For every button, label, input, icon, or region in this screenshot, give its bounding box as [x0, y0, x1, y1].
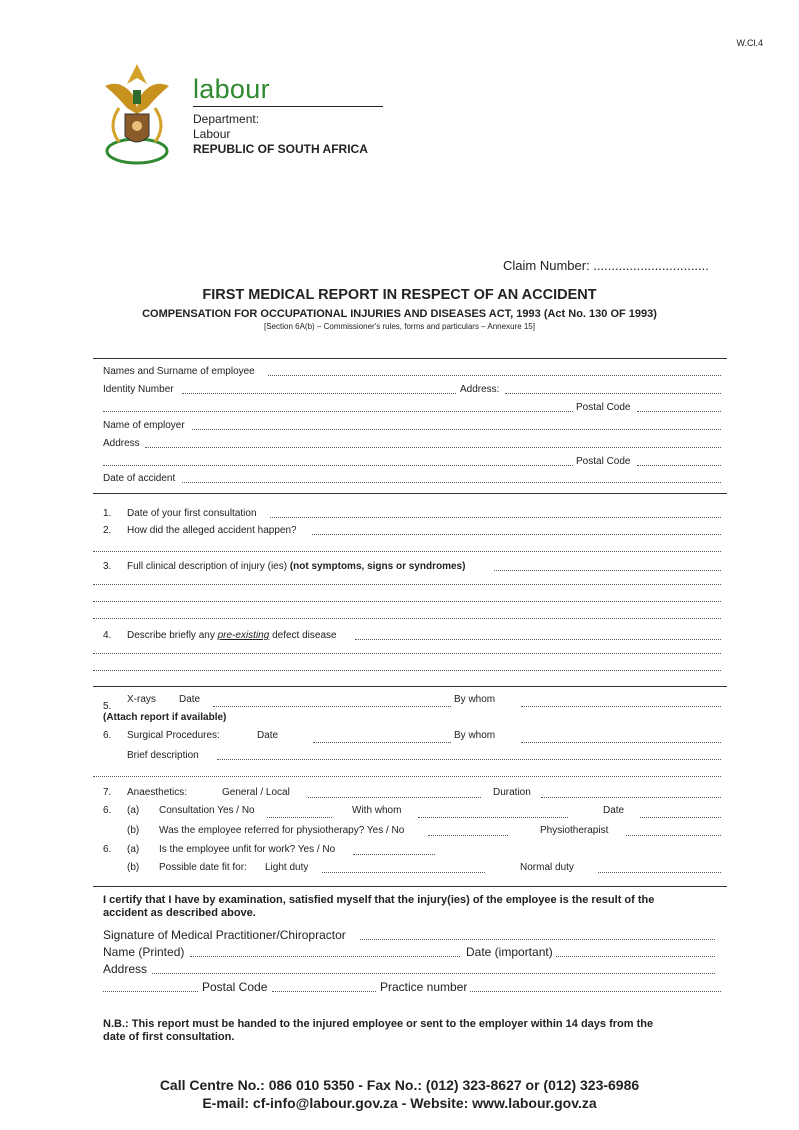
- identity-label: Identity Number: [103, 384, 174, 395]
- q4-pre-existing: pre-existing: [217, 630, 270, 641]
- q1-label: Date of your first consultation: [127, 508, 257, 519]
- brief-description-label: Brief description: [127, 750, 199, 761]
- surgical-by-whom-field[interactable]: [521, 742, 721, 743]
- xrays-date-field[interactable]: [213, 706, 451, 707]
- q3-number: 3.: [103, 561, 112, 572]
- consultation-label: Consultation Yes / No: [159, 805, 255, 816]
- divider: [93, 358, 727, 359]
- signature-field[interactable]: [360, 939, 715, 940]
- normal-duty-field[interactable]: [598, 872, 721, 873]
- physio-question: Was the employee referred for physiotherapy? Yes / No: [159, 825, 405, 836]
- cert-address-field[interactable]: [152, 973, 715, 974]
- fit-b: (b): [127, 862, 140, 873]
- employer-label: Name of employer: [103, 420, 185, 431]
- accident-date-field[interactable]: [182, 482, 721, 483]
- form-code: W.Cl.4: [736, 38, 763, 48]
- dept-line-1: Department:: [193, 112, 260, 126]
- postal-code-field[interactable]: [637, 411, 721, 412]
- divider: [93, 493, 727, 494]
- address-label: Address:: [460, 384, 500, 395]
- q6-unfit-number: 6.: [103, 844, 112, 855]
- possible-date-label: Possible date fit for:: [159, 862, 247, 873]
- with-whom-field[interactable]: [418, 817, 568, 818]
- xrays-date-label: Date: [179, 694, 201, 705]
- form-subtitle: COMPENSATION FOR OCCUPATIONAL INJURIES AND DISEASES ACT, 1993 (Act No. 130 OF 1993): [142, 308, 657, 320]
- date-important-label: Date (important): [466, 945, 553, 959]
- date-important-field[interactable]: [556, 956, 715, 957]
- contact-line-2: E-mail: cf-info@labour.gov.za - Website: www.labour.gov.za: [202, 1095, 597, 1111]
- accident-date-label: Date of accident: [103, 473, 176, 484]
- practice-number-label: Practice number: [380, 980, 468, 994]
- q3-label: [127, 561, 465, 572]
- duration-label: Duration: [493, 787, 531, 798]
- q4-number: 4.: [103, 630, 112, 641]
- with-whom-label: With whom: [352, 805, 402, 816]
- cert-postal-code-label: Postal Code: [202, 980, 268, 994]
- consultation-field[interactable]: [267, 817, 332, 818]
- q4-label: [127, 630, 337, 641]
- practice-number-field[interactable]: [470, 991, 721, 992]
- address-field[interactable]: [505, 393, 721, 394]
- divider: [93, 686, 727, 687]
- unfit-question: Is the employee unfit for work? Yes / No: [159, 844, 336, 855]
- certify-line-2: accident as described above.: [103, 907, 256, 919]
- employer-field[interactable]: [192, 429, 721, 430]
- unfit-a: (a): [127, 844, 140, 855]
- surgical-by-whom-label: By whom: [454, 730, 496, 741]
- nb-note-line-1: N.B.: This report must be handed to the injured employee or sent to the employer within 14 days from the: [103, 1018, 654, 1030]
- q4-text-c: defect disease: [269, 630, 337, 641]
- dept-line-3: REPUBLIC OF SOUTH AFRICA: [193, 142, 368, 156]
- names-field[interactable]: [268, 375, 721, 376]
- employer-postal-code-label: Postal Code: [576, 456, 631, 467]
- q3-field[interactable]: [494, 570, 721, 571]
- brand-name: labour: [193, 74, 270, 104]
- signature-label: Signature of Medical Practitioner/Chiropractor: [103, 928, 346, 942]
- name-printed-label: Name (Printed): [103, 945, 185, 959]
- anaesthetics-field[interactable]: [308, 797, 481, 798]
- employer-address-label: Address: [103, 438, 140, 449]
- surgical-date-field[interactable]: [313, 742, 451, 743]
- address-field-2[interactable]: [103, 411, 573, 412]
- q3-field-4[interactable]: [93, 618, 721, 619]
- contact-line-1: Call Centre No.: 086 010 5350 - Fax No.: (012) 323-8627 or (012) 323-6986: [159, 1077, 640, 1093]
- physio-field[interactable]: [428, 835, 508, 836]
- cert-address-label: Address: [103, 962, 148, 976]
- nb-note-line-2: date of first consultation.: [103, 1031, 235, 1043]
- employer-postal-code-field[interactable]: [637, 465, 721, 466]
- q5-number: 5.: [103, 701, 112, 712]
- q7-number: 7.: [103, 787, 112, 798]
- xrays-label: X-rays: [127, 694, 156, 705]
- q2-field[interactable]: [312, 534, 721, 535]
- light-duty-label: Light duty: [265, 862, 309, 873]
- q2-number: 2.: [103, 525, 112, 536]
- q3-field-2[interactable]: [93, 584, 721, 585]
- q1-number: 1.: [103, 508, 112, 519]
- attach-report-note: (Attach report if available): [103, 712, 227, 723]
- xrays-by-whom-label: By whom: [454, 694, 496, 705]
- coat-of-arms-logo: [97, 56, 177, 166]
- consult-date-label: Date: [603, 805, 625, 816]
- identity-field[interactable]: [182, 393, 456, 394]
- brief-description-field[interactable]: [217, 759, 721, 760]
- dept-line-2: Labour: [193, 127, 231, 141]
- q4-field-2[interactable]: [93, 653, 721, 654]
- certify-line-1: I certify that I have by examination, satisfied myself that the injury(ies) of the employee is the result of the: [103, 894, 655, 906]
- employer-address-field-2[interactable]: [103, 465, 573, 466]
- q4-text-a: Describe briefly any: [127, 630, 218, 641]
- consult-a: (a): [127, 805, 140, 816]
- normal-duty-label: Normal duty: [520, 862, 574, 873]
- q2-field-2[interactable]: [93, 551, 721, 552]
- surgical-date-label: Date: [257, 730, 279, 741]
- unfit-field[interactable]: [353, 854, 435, 855]
- physio-b: (b): [127, 825, 140, 836]
- q6-surgical-number: 6.: [103, 730, 112, 741]
- names-label: Names and Surname of employee: [103, 366, 255, 377]
- form-title: FIRST MEDICAL REPORT IN RESPECT OF AN ACCIDENT: [202, 287, 597, 303]
- general-local-label: General / Local: [222, 787, 290, 798]
- anaesthetics-label: Anaesthetics:: [127, 787, 188, 798]
- brand-divider: [193, 106, 383, 107]
- physiotherapist-field[interactable]: [626, 835, 721, 836]
- q2-label: How did the alleged accident happen?: [127, 525, 297, 536]
- claim-number[interactable]: Claim Number: ................................: [503, 258, 709, 273]
- cert-postal-code-field[interactable]: [272, 991, 376, 992]
- light-duty-field[interactable]: [322, 872, 485, 873]
- employer-address-field[interactable]: [145, 447, 721, 448]
- xrays-by-whom-field[interactable]: [521, 706, 721, 707]
- section-reference: [Section 6A(b) – Commissioner's rules, forms and particulars – Annexure 15]: [264, 322, 535, 331]
- q3-text: Full clinical description of injury (ies): [127, 561, 290, 572]
- physiotherapist-label: Physiotherapist: [540, 825, 609, 836]
- q3-field-3[interactable]: [93, 601, 721, 602]
- q4-field-3[interactable]: [93, 670, 721, 671]
- brief-description-field-2[interactable]: [93, 776, 721, 777]
- q1-field[interactable]: [270, 517, 721, 518]
- cert-address-field-2[interactable]: [103, 991, 198, 992]
- q3-emphasis: (not symptoms, signs or syndromes): [289, 561, 466, 572]
- name-printed-field[interactable]: [190, 956, 460, 957]
- postal-code-label: Postal Code: [576, 402, 631, 413]
- consult-date-field[interactable]: [640, 817, 721, 818]
- q6-consult-number: 6.: [103, 805, 112, 816]
- q4-field[interactable]: [355, 639, 721, 640]
- surgical-label: Surgical Procedures:: [127, 730, 220, 741]
- duration-field[interactable]: [541, 797, 721, 798]
- divider: [93, 886, 727, 887]
